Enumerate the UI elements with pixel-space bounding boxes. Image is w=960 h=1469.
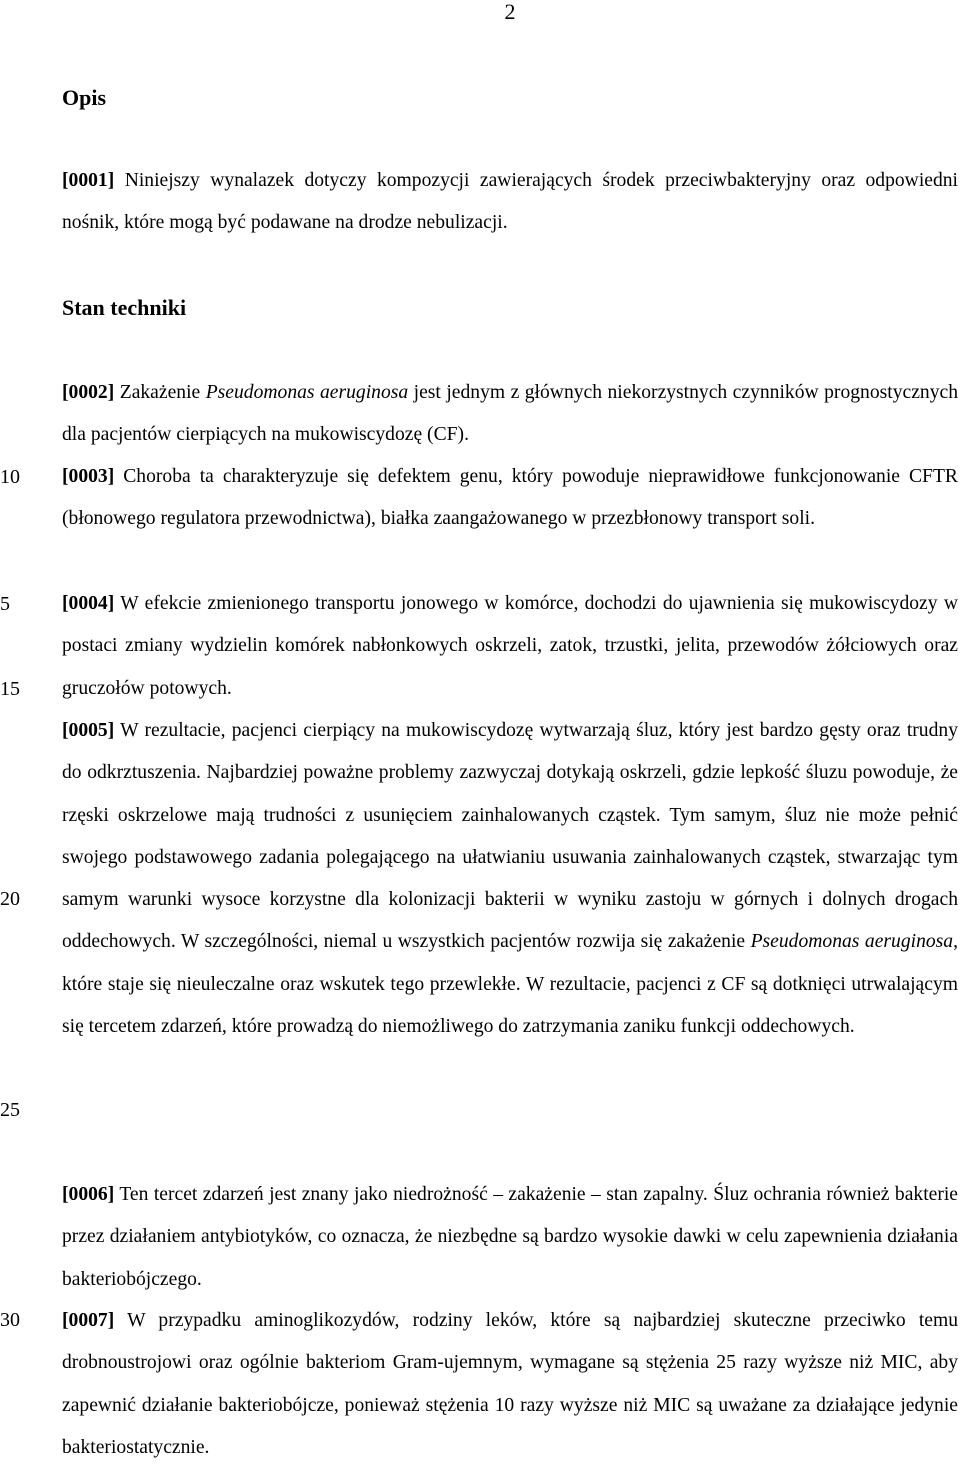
- line-number-15: 15: [0, 678, 20, 700]
- section-heading-stan-techniki: Stan techniki: [62, 295, 187, 320]
- page-number: 2: [504, 0, 516, 24]
- paragraph-0003: [62, 456, 958, 541]
- paragraph-text: , które staje się nieuleczalne oraz wskutek tego przewlekłe. W rezultacie, pacjenci z CF są dotknięci utrwalającym się tercetem zdarzeń, które prowadzą do niemożliwego do zatrzymania zaniku funkcji oddechowych.: [62, 931, 958, 1038]
- paragraph-text: Zakażenie: [114, 382, 206, 403]
- paragraph-text: jest jednym z głównych niekorzystnych czynników prognostycznych dla pacjentów cierpiących na mukowiscydozę (CF).: [62, 382, 958, 446]
- line-number-25: 25: [0, 1099, 20, 1121]
- line-number-5: 5: [0, 593, 10, 615]
- section-heading-opis: Opis: [62, 85, 107, 110]
- paragraph-number: [0004]: [62, 593, 115, 614]
- paragraph-text: W efekcie zmienionego transportu jonowego w komórce, dochodzi do ujawnienia się mukowiscydozy w postaci zmiany wydzielin komórek nabłonkowych oskrzeli, zatok, trzustki, jelita, przewodów żółciowych oraz gruczołów potowych.: [62, 593, 958, 699]
- paragraph-text: Choroba ta charakteryzuje się defektem genu, który powoduje nieprawidłowe funkcjonowanie CFTR (błonowego regulatora przewodnictwa), białka zaangażowanego w przezbłonowy transport soli.: [62, 466, 958, 530]
- paragraph-0007: [62, 1300, 958, 1469]
- paragraph-number: [0001]: [62, 170, 115, 191]
- line-number-20: 20: [0, 888, 20, 910]
- paragraph-number: [0002]: [62, 382, 115, 403]
- paragraph-0005: [62, 710, 958, 1048]
- paragraph-0001: [62, 160, 958, 245]
- line-number-10: 10: [0, 466, 20, 488]
- paragraph-text: Ten tercet zdarzeń jest znany jako niedrożność – zakażenie – stan zapalny. Śluz ochrania również bakterie przez działaniem antybiotyków, co oznacza, że niezbędne są bardzo wysokie dawki w celu zapewnienia działania bakteriobójczego.: [62, 1184, 958, 1290]
- paragraph-number: [0005]: [62, 720, 115, 741]
- paragraph-0004: [62, 583, 958, 710]
- paragraph-text: Niniejszy wynalazek dotyczy kompozycji zawierających środek przeciwbakteryjny oraz odpowiedni nośnik, które mogą być podawane na drodze nebulizacji.: [62, 170, 958, 234]
- species-name: Pseudomonas aeruginosa: [205, 382, 409, 403]
- species-name: Pseudomonas aeruginosa: [750, 931, 954, 953]
- paragraph-number: [0006]: [62, 1184, 115, 1205]
- line-number-30: 30: [0, 1309, 20, 1331]
- paragraph-0002: [62, 372, 958, 457]
- paragraph-number: [0003]: [62, 466, 115, 487]
- paragraph-text: W przypadku aminoglikozydów, rodziny leków, które są najbardziej skuteczne przeciwko temu drobnoustrojowi oraz ogólnie bakteriom Gram-ujemnym, wymagane są stężenia 25 razy wyższe niż MIC, aby zapewnić działanie bakteriobójcze, ponieważ stężenia 10 razy wyższe niż MIC są uważane za działające jedynie bakteriostatycznie.: [62, 1310, 958, 1458]
- paragraph-text: W rezultacie, pacjenci cierpiący na mukowiscydozę wytwarzają śluz, który jest bardzo gęsty oraz trudny do odkrztuszenia. Najbardziej poważne problemy zazwyczaj dotykają oskrzeli, gdzie lepkość śluzu powoduje, że rzęski oskrzelowe mają trudności z usunięciem zainhalowanych cząstek. Tym samym, śluz nie może pełnić swojego podstawowego zadania polegającego na ułatwianiu usuwania zainhalowanych cząstek, stwarzając tym samym warunki wysoce korzystne dla kolonizacji bakterii w wyniku zastoju w górnych i dolnych drogach oddechowych. W szczególności, niemal u wszystkich pacjentów rozwija się zakażenie: [62, 720, 958, 953]
- paragraph-0006: [62, 1174, 958, 1301]
- paragraph-number: [0007]: [62, 1310, 115, 1331]
